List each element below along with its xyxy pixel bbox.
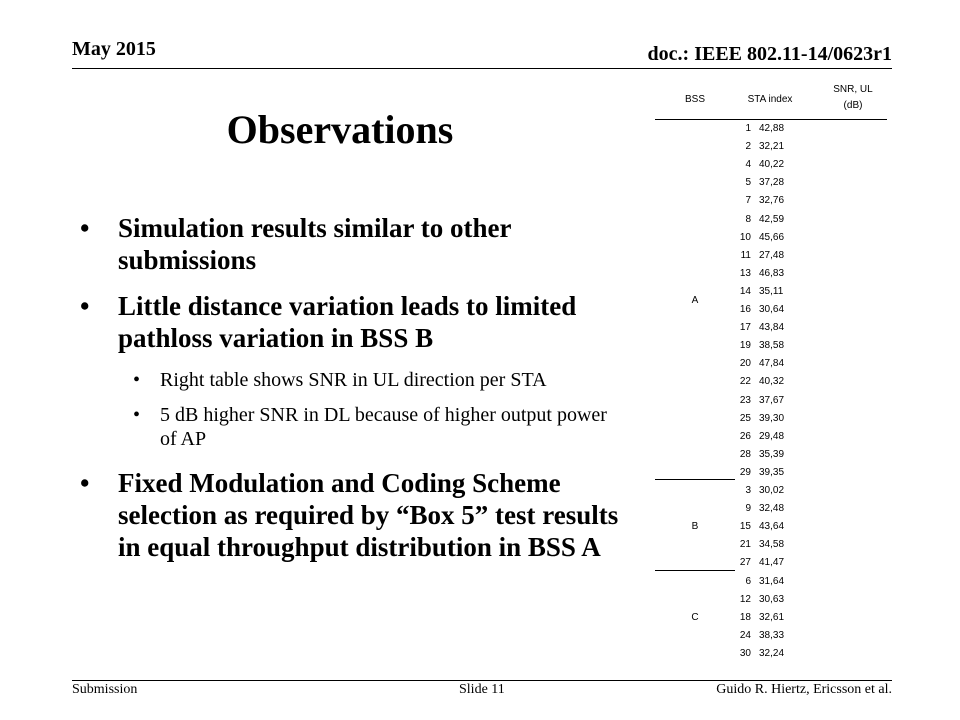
snr-value-cell: 37,28 — [759, 177, 785, 189]
sta-index-cell: 27 — [739, 557, 751, 569]
table-row — [655, 446, 887, 464]
sta-index-cell: 15 — [739, 521, 751, 533]
sub-bullet-item — [80, 368, 620, 392]
table-row — [655, 247, 887, 265]
table-row — [655, 138, 887, 156]
table-row — [655, 392, 887, 410]
bss-group-label: A — [691, 295, 699, 306]
footer-center: Slide 11 — [459, 682, 505, 697]
sta-index-cell: 18 — [739, 611, 751, 623]
sta-index-cell: 10 — [739, 231, 751, 243]
snr-value-cell: 27,48 — [759, 249, 785, 261]
sta-index-cell: 9 — [745, 503, 751, 515]
sta-index-cell: 6 — [745, 575, 751, 587]
sta-index-cell: 19 — [739, 340, 751, 352]
sta-index-cell: 20 — [739, 358, 751, 370]
sta-index-cell: 25 — [739, 412, 751, 424]
sta-index-cell: 12 — [739, 593, 751, 605]
snr-value-cell: 38,33 — [759, 629, 785, 641]
snr-value-cell: 38,58 — [759, 340, 785, 352]
table-header-snr-line2: (dB) — [843, 100, 863, 111]
sta-index-cell: 24 — [739, 629, 751, 641]
header-rule — [72, 68, 892, 69]
sta-index-cell: 26 — [739, 430, 751, 442]
sta-index-cell: 5 — [745, 177, 751, 189]
bullet-item — [80, 467, 620, 563]
table-row — [655, 373, 887, 391]
table-row — [655, 573, 887, 591]
snr-value-cell: 35,11 — [759, 285, 784, 297]
sta-index-cell: 2 — [745, 141, 751, 153]
snr-value-cell: 46,83 — [759, 267, 785, 279]
snr-value-cell: 32,48 — [759, 503, 785, 515]
sta-index-cell: 1 — [745, 123, 751, 134]
snr-value-cell: 32,21 — [759, 141, 785, 153]
snr-value-cell: 39,35 — [759, 466, 785, 478]
bss-group-separator — [655, 479, 735, 480]
snr-value-cell: 30,64 — [759, 304, 785, 315]
table-row — [655, 337, 887, 355]
sta-index-cell: 23 — [739, 394, 751, 406]
sta-index-cell: 13 — [739, 267, 751, 279]
snr-value-cell: 39,30 — [759, 412, 785, 424]
table-row — [655, 265, 887, 283]
table-row — [655, 482, 887, 500]
snr-value-cell: 43,84 — [759, 322, 785, 334]
snr-value-cell: 43,64 — [759, 521, 785, 533]
table-row — [655, 536, 887, 554]
sta-index-cell: 16 — [739, 304, 751, 315]
snr-value-cell: 40,22 — [759, 159, 785, 171]
sta-index-cell: 7 — [745, 195, 751, 207]
bullet-text: 5 dB higher SNR in DL because of higher output power of AP — [160, 404, 607, 450]
snr-value-cell: 32,76 — [759, 195, 785, 207]
snr-value-cell: 34,58 — [759, 539, 785, 551]
sta-index-cell: 29 — [739, 466, 751, 478]
table-header-snr — [823, 82, 883, 114]
table-row — [655, 174, 887, 192]
sta-index-cell: 22 — [739, 376, 751, 388]
bullet-dot: • — [80, 468, 90, 498]
table-header-snr-line1: SNR, UL — [833, 84, 873, 95]
snr-value-cell: 41,47 — [759, 557, 785, 569]
bullet-dot: • — [80, 213, 90, 243]
sta-index-cell: 21 — [739, 539, 751, 551]
bullet-list — [80, 212, 620, 577]
table-header-sta: STA index — [747, 94, 793, 105]
bullet-dot: • — [133, 369, 141, 391]
sub-bullet-item — [80, 403, 620, 451]
table-row — [655, 591, 887, 609]
table-header-bss: BSS — [684, 94, 705, 105]
table-row — [655, 319, 887, 337]
table-row — [655, 156, 887, 174]
snr-value-cell: 35,39 — [759, 448, 785, 460]
snr-value-cell: 30,63 — [759, 593, 785, 605]
snr-value-cell: 32,24 — [759, 647, 785, 659]
snr-value-cell: 40,32 — [759, 376, 785, 388]
snr-value-cell: 31,64 — [759, 575, 785, 587]
bss-group-label: B — [691, 521, 699, 533]
header-date: May 2015 — [72, 38, 156, 60]
bullet-text: Right table shows SNR in UL direction per STA — [160, 369, 547, 391]
footer-left: Submission — [72, 682, 138, 697]
bullet-dot: • — [133, 404, 141, 426]
table-row — [655, 645, 887, 663]
footer-right: Guido R. Hiertz, Ericsson et al. — [716, 682, 892, 697]
slide-title: Observations — [226, 107, 454, 152]
bss-group-label: C — [691, 611, 699, 623]
table-row — [655, 428, 887, 446]
table-row — [655, 120, 887, 138]
bullet-dot: • — [80, 291, 90, 321]
snr-value-cell: 47,84 — [759, 358, 785, 370]
snr-value-cell: 29,48 — [759, 430, 785, 442]
bullet-item — [80, 290, 620, 354]
bullet-text: Simulation results similar to other submissions — [118, 213, 512, 275]
footer-rule — [72, 680, 892, 681]
table-row — [655, 500, 887, 518]
sta-index-cell: 3 — [745, 485, 751, 496]
snr-value-cell: 42,59 — [759, 213, 785, 225]
table-row — [655, 229, 887, 247]
snr-value-cell: 32,61 — [759, 611, 785, 623]
sta-index-cell: 14 — [739, 285, 751, 297]
sta-index-cell: 30 — [739, 647, 751, 659]
bullet-text: Fixed Modulation and Coding Scheme selection as required by “Box 5” test results in equal throughput distribution in BSS A — [118, 468, 619, 562]
snr-value-cell: 30,02 — [759, 485, 785, 496]
sta-index-cell: 4 — [745, 159, 751, 171]
snr-value-cell: 37,67 — [759, 394, 785, 406]
table-row — [655, 410, 887, 428]
snr-value-cell: 45,66 — [759, 231, 785, 243]
table-row — [655, 627, 887, 645]
bullet-item — [80, 212, 620, 276]
sta-index-cell: 28 — [739, 448, 751, 460]
header-doc-id: doc.: IEEE 802.11-14/0623r1 — [647, 43, 892, 65]
table-row — [655, 355, 887, 373]
sta-index-cell: 11 — [740, 249, 751, 261]
sta-index-cell: 17 — [739, 322, 751, 334]
sta-index-cell: 8 — [745, 213, 751, 225]
table-row — [655, 211, 887, 229]
table-row — [655, 192, 887, 210]
snr-value-cell: 42,88 — [759, 123, 785, 134]
bullet-text: Little distance variation leads to limited pathloss variation in BSS B — [118, 291, 577, 353]
bss-group-separator — [655, 570, 735, 571]
